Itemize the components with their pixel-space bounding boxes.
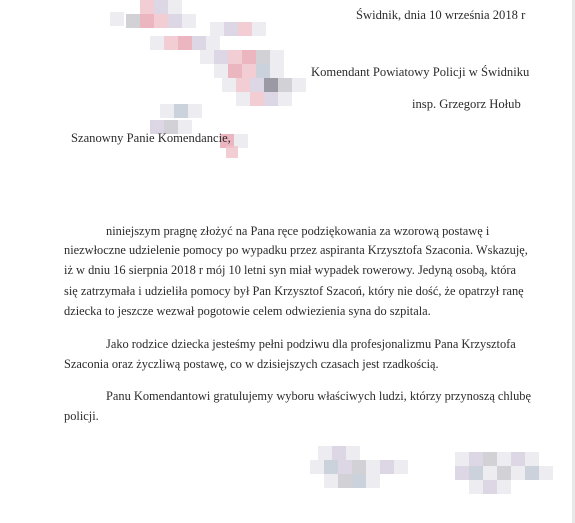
redaction-pixel — [324, 474, 338, 488]
redaction-pixel — [126, 14, 140, 28]
redaction-pixel — [497, 480, 511, 494]
redaction-pixel — [278, 78, 292, 92]
redaction-pixel — [140, 14, 154, 28]
redaction-pixel — [483, 466, 497, 480]
redaction-pixel — [469, 466, 483, 480]
redaction-pixel — [210, 22, 224, 36]
redaction-pixel — [200, 50, 214, 64]
redaction-pixel — [228, 64, 242, 78]
redaction-pixel — [525, 466, 539, 480]
paragraph-3-line-2: policji. — [64, 409, 99, 423]
paragraph-1-line-5: dziecka to jeszcze wezwał pogotowie celem odwiezienia syna do szpitala. — [64, 304, 431, 318]
redaction-pixel — [455, 452, 469, 466]
redaction-pixel — [338, 474, 352, 488]
recipient-title: Komendant Powiatowy Policji w Świdniku — [311, 65, 530, 79]
redaction-pixel — [214, 50, 228, 64]
redaction-pixel — [228, 50, 242, 64]
paragraph-1-line-1: niniejszym pragnę złożyć na Pana ręce podziękowania za wzorową postawę i — [106, 224, 490, 238]
redaction-pixel — [242, 64, 256, 78]
redaction-pixel — [182, 14, 196, 28]
redaction-pixel — [525, 452, 539, 466]
redaction-pixel — [324, 460, 338, 474]
redaction-pixel — [352, 474, 366, 488]
salutation: Szanowny Panie Komendancie, — [71, 131, 231, 145]
redaction-pixel — [250, 78, 264, 92]
redaction-pixel — [278, 92, 292, 106]
redaction-pixel — [188, 104, 202, 118]
redaction-pixel — [346, 446, 360, 460]
redaction-pixel — [380, 460, 394, 474]
redaction-pixel — [332, 446, 346, 460]
redaction-pixel — [206, 36, 220, 50]
redaction-pixel — [352, 460, 366, 474]
redaction-pixel — [164, 36, 178, 50]
redaction-pixel — [256, 64, 270, 78]
redaction-pixel — [222, 78, 236, 92]
redaction-pixel — [178, 36, 192, 50]
redaction-pixel — [154, 0, 168, 14]
redaction-pixel — [292, 78, 306, 92]
redaction-pixel — [511, 452, 525, 466]
redaction-pixel — [483, 480, 497, 494]
redaction-pixel — [366, 474, 380, 488]
redaction-pixel — [455, 466, 469, 480]
redaction-pixel — [469, 480, 483, 494]
redaction-pixel — [338, 460, 352, 474]
redaction-pixel — [154, 14, 168, 28]
redaction-pixel — [497, 452, 511, 466]
recipient-name: insp. Grzegorz Hołub — [412, 97, 521, 111]
redaction-pixel — [366, 460, 380, 474]
paragraph-3-line-1: Panu Komendantowi gratulujemy wyboru właściwych ludzi, którzy przynoszą chlubę — [106, 389, 531, 403]
redaction-pixel — [242, 50, 256, 64]
paragraph-1-line-4: się zatrzymała i udzieliła pomocy był Pan Krzysztof Szacoń, który nie dość, że opatrzył ranę — [64, 284, 524, 298]
redaction-pixel — [310, 460, 324, 474]
redaction-pixel — [270, 50, 284, 64]
redaction-pixel — [483, 452, 497, 466]
redaction-pixel — [214, 64, 228, 78]
place-date: Świdnik, dnia 10 września 2018 r — [356, 8, 526, 22]
redaction-pixel — [270, 64, 284, 78]
redaction-pixel — [511, 466, 525, 480]
redaction-pixel — [168, 14, 182, 28]
redaction-pixel — [469, 452, 483, 466]
redaction-pixel — [250, 92, 264, 106]
redaction-pixel — [394, 460, 408, 474]
redaction-pixel — [192, 36, 206, 50]
paragraph-2-line-2: Szaconia oraz życzliwą postawę, co w dzisiejszych czasach jest rzadkością. — [64, 357, 439, 371]
redaction-pixel — [150, 36, 164, 50]
paragraph-1-line-2: niezwłoczne udzielenie pomocy po wypadku przez aspiranta Krzysztofa Szaconia. Wskazuję, — [64, 243, 528, 257]
redaction-pixel — [224, 22, 238, 36]
redaction-pixel — [252, 22, 266, 36]
redaction-pixel — [226, 146, 238, 158]
redaction-pixel — [539, 466, 553, 480]
redaction-pixel — [497, 466, 511, 480]
redaction-pixel — [140, 0, 154, 14]
redaction-pixel — [236, 92, 250, 106]
redaction-pixel — [236, 78, 250, 92]
redaction-pixel — [160, 104, 174, 118]
redaction-pixel — [168, 0, 182, 14]
paragraph-1-line-3: iż w dniu 16 sierpnia 2018 r mój 10 letni syn miał wypadek rowerowy. Jedyną osobą, która — [64, 263, 517, 277]
redaction-pixel — [318, 446, 332, 460]
redaction-pixel — [256, 50, 270, 64]
paragraph-2-line-1: Jako rodzice dziecka jesteśmy pełni podziwu dla profesjonalizmu Pana Krzysztofa — [106, 337, 516, 351]
redaction-pixel — [238, 22, 252, 36]
redaction-pixel — [174, 104, 188, 118]
redaction-pixel — [110, 12, 124, 26]
redaction-pixel — [264, 78, 278, 92]
redaction-pixel — [264, 92, 278, 106]
